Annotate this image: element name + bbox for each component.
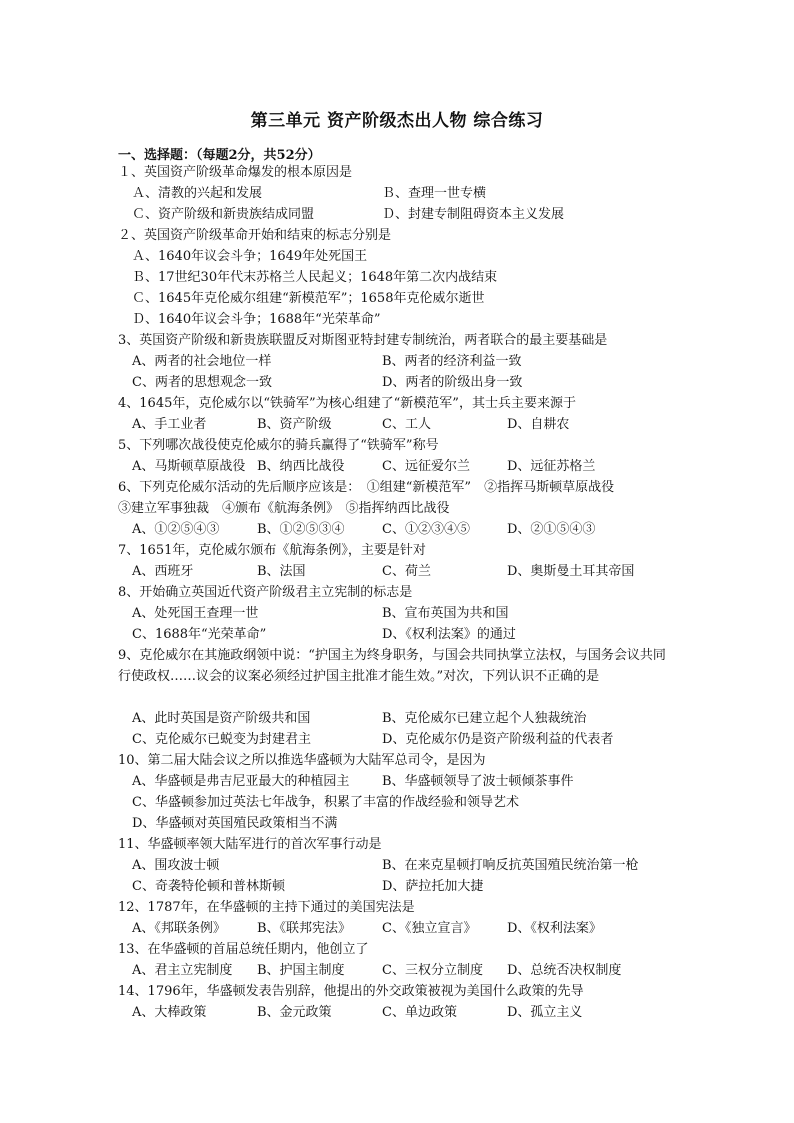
option-row (132, 246, 692, 267)
answer-option: B、《联邦宪法》 (257, 921, 352, 936)
answer-option: C、华盛顿参加过英法七年战争，积累了丰富的作战经验和领导艺术 (132, 795, 519, 810)
answer-option: B、金元政策 (257, 1005, 332, 1020)
question-stem: １、英国资产阶级革命爆发的根本原因是 (118, 165, 353, 180)
answer-option: A、此时英国是资产阶级共和国 (132, 711, 311, 726)
option-row (132, 708, 692, 729)
question-stem: 7、1651年，克伦威尔颁布《航海条例》，主要是针对 (118, 543, 426, 558)
option-row (132, 288, 692, 309)
answer-option: A、君主立宪制度 (132, 963, 233, 978)
option-row (132, 1002, 692, 1023)
answer-option: D、奥斯曼土耳其帝国 (507, 564, 635, 579)
option-row (132, 771, 692, 792)
answer-option: B、法国 (257, 564, 306, 579)
answer-option: A、大棒政策 (132, 1005, 207, 1020)
option-row (132, 918, 692, 939)
answer-option: A、西班牙 (132, 564, 194, 579)
answer-option: C、奇袭特伦顿和普林斯顿 (132, 879, 285, 894)
answer-option: C、《独立宣言》 (382, 921, 477, 936)
question-stem: 8、开始确立英国近代资产阶级君主立宪制的标志是 (118, 585, 413, 600)
answer-option: D、萨拉托加大捷 (382, 879, 484, 894)
question-stem: 6、下列克伦威尔活动的先后顺序应该是： ①组建“新模范军” ②指挥马斯顿草原战役 (118, 480, 615, 495)
answer-option: B、资产阶级 (257, 417, 332, 432)
answer-option: Ｃ、1645年克伦威尔组建“新模范军”；1658年克伦威尔逝世 (132, 291, 485, 306)
option-row (132, 561, 692, 582)
answer-option: D、两者的阶级出身一致 (382, 375, 523, 390)
answer-option: Ａ、清教的兴起和发展 (132, 186, 263, 201)
section-heading: 一、选择题：（每题2分，共52分） (118, 148, 321, 163)
option-row (132, 519, 692, 540)
answer-option: A、《邦联条例》 (132, 921, 226, 936)
option-row (132, 204, 692, 225)
option-row (132, 351, 692, 372)
answer-option: A、①②⑤④③ (132, 522, 220, 537)
option-row (132, 792, 692, 813)
option-row (132, 309, 692, 330)
question-stem: 4、1645年，克伦威尔以“铁骑军”为核心组建了“新模范军”，其士兵主要来源于 (118, 396, 576, 411)
answer-option: B、护国主制度 (257, 963, 345, 978)
answer-option: D、远征苏格兰 (507, 459, 596, 474)
answer-option: D、《权利法案》的通过 (382, 627, 516, 642)
option-row (132, 876, 692, 897)
question-stem: ２、英国资产阶级革命开始和结束的标志分别是 (118, 228, 392, 243)
answer-option: D、克伦威尔仍是资产阶级利益的代表者 (382, 732, 614, 747)
answer-option: A、马斯顿草原战役 (132, 459, 246, 474)
question-stem: 9、克伦威尔在其施政纲领中说：“护国主为终身职务，与国会共同执掌立法权，与国务会议共同行使政权……议会的议案必须经过护国主批准才能生效。”对次，下列认识不正确的是 (118, 648, 666, 684)
answer-option: C、远征爱尔兰 (382, 459, 470, 474)
question-stem: 10、第二届大陆会议之所以推选华盛顿为大陆军总司令，是因为 (118, 753, 486, 768)
question-stem: 13、在华盛顿的首届总统任期内，他创立了 (118, 942, 369, 957)
option-row (132, 729, 692, 750)
option-row (132, 624, 692, 645)
option-row (132, 372, 692, 393)
answer-option: C、单边政策 (382, 1005, 457, 1020)
answer-option: D、孤立主义 (507, 1005, 583, 1020)
option-row (132, 414, 692, 435)
answer-option: A、手工业者 (132, 417, 207, 432)
option-row (132, 456, 692, 477)
answer-option: A、两者的社会地位一样 (132, 354, 272, 369)
answer-option: B、①②⑤③④ (257, 522, 345, 537)
answer-option: B、两者的经济利益一致 (382, 354, 522, 369)
answer-option: D、②①⑤④③ (507, 522, 596, 537)
answer-option: B、宣布英国为共和国 (382, 606, 509, 621)
option-row (132, 267, 692, 288)
answer-option: D、《权利法案》 (507, 921, 602, 936)
answer-option: Ｂ、17世纪30年代末苏格兰人民起义；1648年第二次内战结束 (132, 270, 498, 285)
answer-option: Ｃ、资产阶级和新贵族结成同盟 (132, 207, 315, 222)
answer-option: C、三权分立制度 (382, 963, 483, 978)
answer-option: Ｄ、1640年议会斗争；1688年“光荣革命” (132, 312, 381, 327)
answer-option: B、在来克星顿打响反抗英国殖民统治第一枪 (382, 858, 639, 873)
answer-option: Ｂ、查理一世专横 (382, 186, 487, 201)
question-stem: 14、1796年，华盛顿发表告别辞，他提出的外交政策被视为美国什么政策的先导 (118, 984, 584, 999)
question-stem: 5、下列哪次战役使克伦威尔的骑兵赢得了“铁骑军”称号 (118, 438, 439, 453)
option-row (132, 603, 692, 624)
answer-option: C、①②③④⑤ (382, 522, 470, 537)
answer-option: B、克伦威尔已建立起个人独裁统治 (382, 711, 587, 726)
answer-option: C、1688年“光荣革命” (132, 627, 267, 642)
page-title: 第三单元 资产阶级杰出人物 综合练习 (250, 111, 544, 131)
answer-option: Ａ、1640年议会斗争；1649年处死国王 (132, 249, 368, 264)
option-row (132, 855, 692, 876)
option-row (132, 183, 692, 204)
answer-option: D、华盛顿对英国殖民政策相当不满 (132, 816, 338, 831)
answer-option: C、荷兰 (382, 564, 431, 579)
option-row (132, 813, 692, 834)
answer-option: D、总统否决权制度 (507, 963, 622, 978)
answer-option: C、克伦威尔已蜕变为封建君主 (132, 732, 311, 747)
answer-option: C、工人 (382, 417, 431, 432)
question-stem: 11、华盛顿率领大陆军进行的首次军事行动是 (118, 837, 382, 852)
answer-option: D、自耕农 (507, 417, 570, 432)
answer-option: Ｄ、封建专制阻碍资本主义发展 (382, 207, 565, 222)
answer-option: A、处死国王查理一世 (132, 606, 259, 621)
question-stem: ③建立军事独裁 ④颁布《航海条例》 ⑤指挥纳西比战役 (118, 501, 450, 516)
answer-option: C、两者的思想观念一致 (132, 375, 272, 390)
answer-option: B、纳西比战役 (257, 459, 345, 474)
option-row (132, 960, 692, 981)
question-stem: 12、1787年，在华盛顿的主持下通过的美国宪法是 (118, 900, 415, 915)
answer-option: A、华盛顿是弗吉尼亚最大的种植园主 (132, 774, 350, 789)
answer-option: A、围攻波士顿 (132, 858, 220, 873)
answer-option: B、华盛顿领导了波士顿倾茶事件 (382, 774, 574, 789)
question-stem: 3、英国资产阶级和新贵族联盟反对斯图亚特封建专制统治，两者联合的最主要基础是 (118, 333, 608, 348)
